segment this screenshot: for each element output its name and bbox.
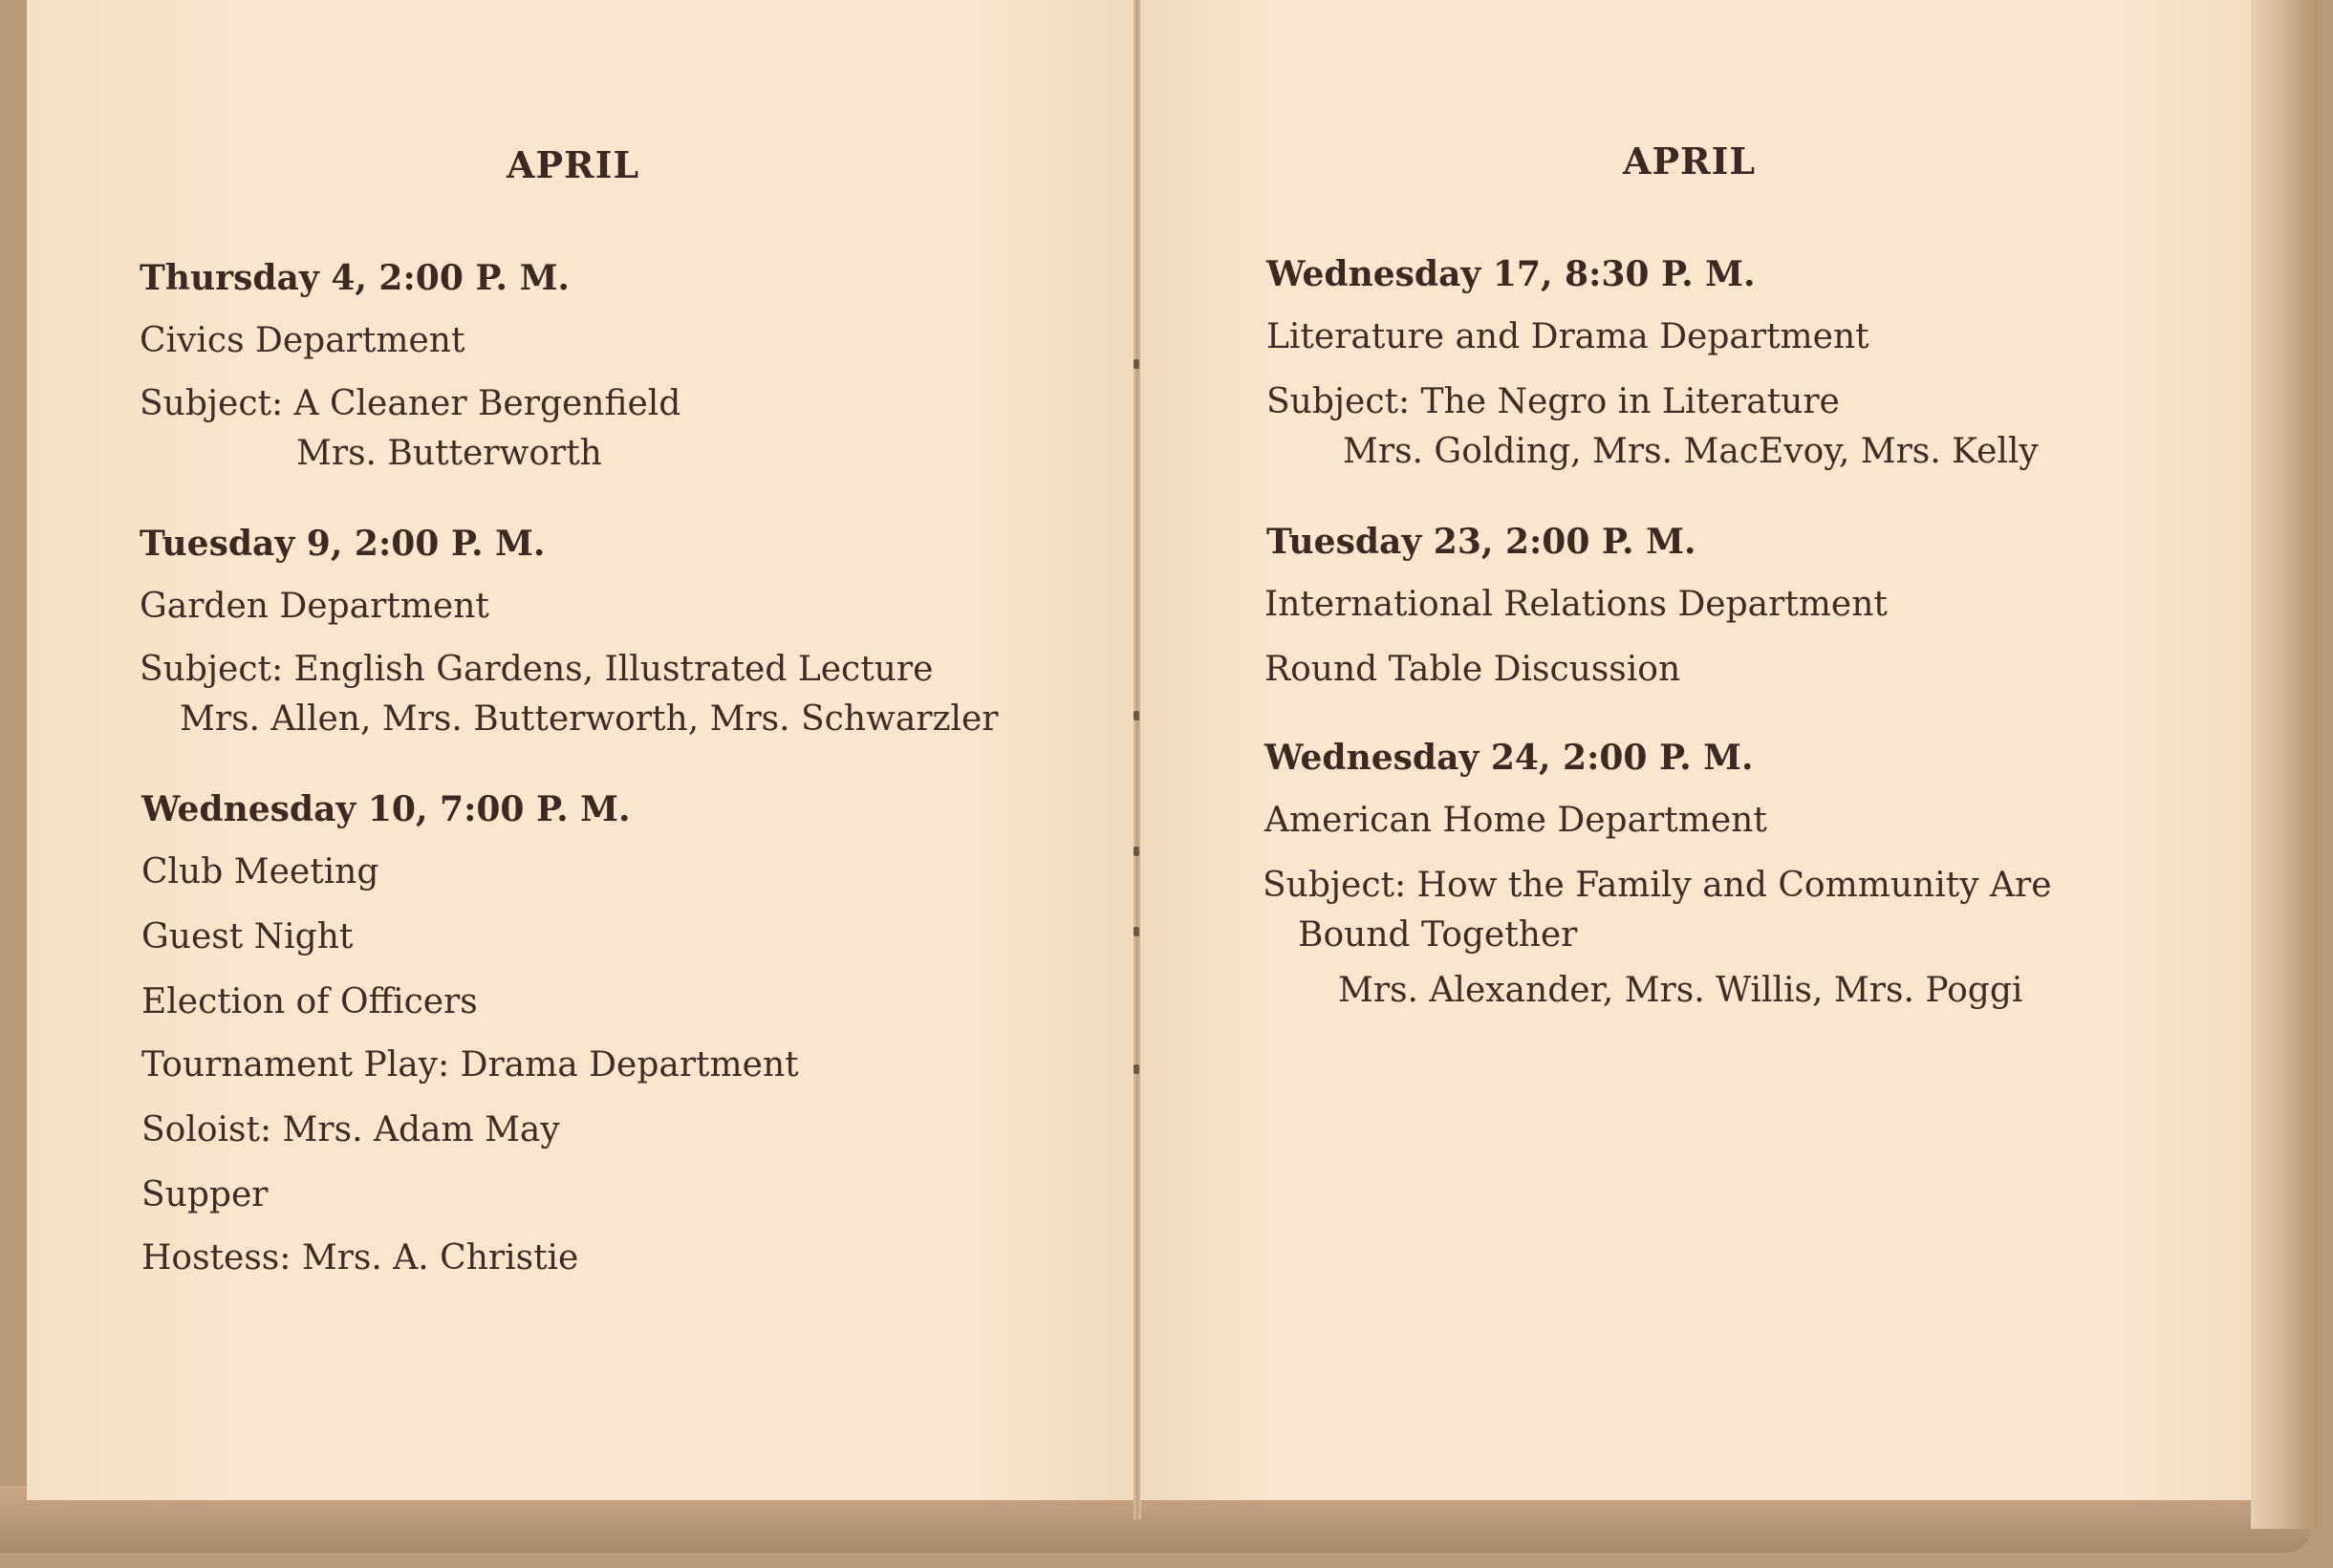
event-subject: Subject: How the Family and Community Are <box>1263 866 2052 905</box>
event-item: Soloist: Mrs. Adam May <box>141 1110 560 1149</box>
event-item: Election of Officers <box>141 982 478 1021</box>
event-item: Round Table Discussion <box>1264 650 1681 689</box>
event-date: Wednesday 24, 2:00 P. M. <box>1264 738 1754 778</box>
event-department: Garden Department <box>140 587 489 626</box>
event-date: Tuesday 9, 2:00 P. M. <box>140 524 546 564</box>
binding-stitch <box>1134 711 1139 720</box>
event-subject-continued: Bound Together <box>1298 915 1578 955</box>
event-date: Thursday 4, 2:00 P. M. <box>140 258 570 298</box>
left-page <box>27 0 1137 1500</box>
event-speakers: Mrs. Alexander, Mrs. Willis, Mrs. Poggi <box>1338 971 2023 1010</box>
event-date: Tuesday 23, 2:00 P. M. <box>1266 522 1696 562</box>
event-speakers: Mrs. Golding, Mrs. MacEvoy, Mrs. Kelly <box>1343 432 2039 471</box>
book-page-edges-right <box>2251 0 2318 1529</box>
event-date: Wednesday 17, 8:30 P. M. <box>1266 254 1756 294</box>
event-item: Hostess: Mrs. A. Christie <box>141 1238 579 1278</box>
binding-stitch <box>1134 359 1139 369</box>
page-heading-month: APRIL <box>1623 140 1757 183</box>
event-subject: Subject: A Cleaner Bergenfield <box>140 384 681 423</box>
event-item: Tournament Play: Drama Department <box>141 1045 799 1085</box>
event-department: Civics Department <box>140 321 465 360</box>
right-page <box>1140 0 2251 1500</box>
binding-stitch <box>1134 927 1139 936</box>
event-department: Literature and Drama Department <box>1266 317 1869 356</box>
event-speaker: Mrs. Butterworth <box>296 434 602 473</box>
event-department: American Home Department <box>1264 801 1767 840</box>
event-item: Club Meeting <box>141 852 379 891</box>
event-subject: Subject: The Negro in Literature <box>1266 382 1840 421</box>
event-date: Wednesday 10, 7:00 P. M. <box>141 789 631 829</box>
binding-stitch <box>1134 847 1139 856</box>
event-department: International Relations Department <box>1264 585 1888 624</box>
event-item: Supper <box>141 1175 269 1214</box>
event-item: Guest Night <box>141 917 354 956</box>
event-speakers: Mrs. Allen, Mrs. Butterworth, Mrs. Schwarzler <box>180 699 999 739</box>
binding-stitch <box>1134 1064 1139 1074</box>
event-subject: Subject: English Gardens, Illustrated Lecture <box>140 650 934 689</box>
page-heading-month: APRIL <box>507 143 640 186</box>
